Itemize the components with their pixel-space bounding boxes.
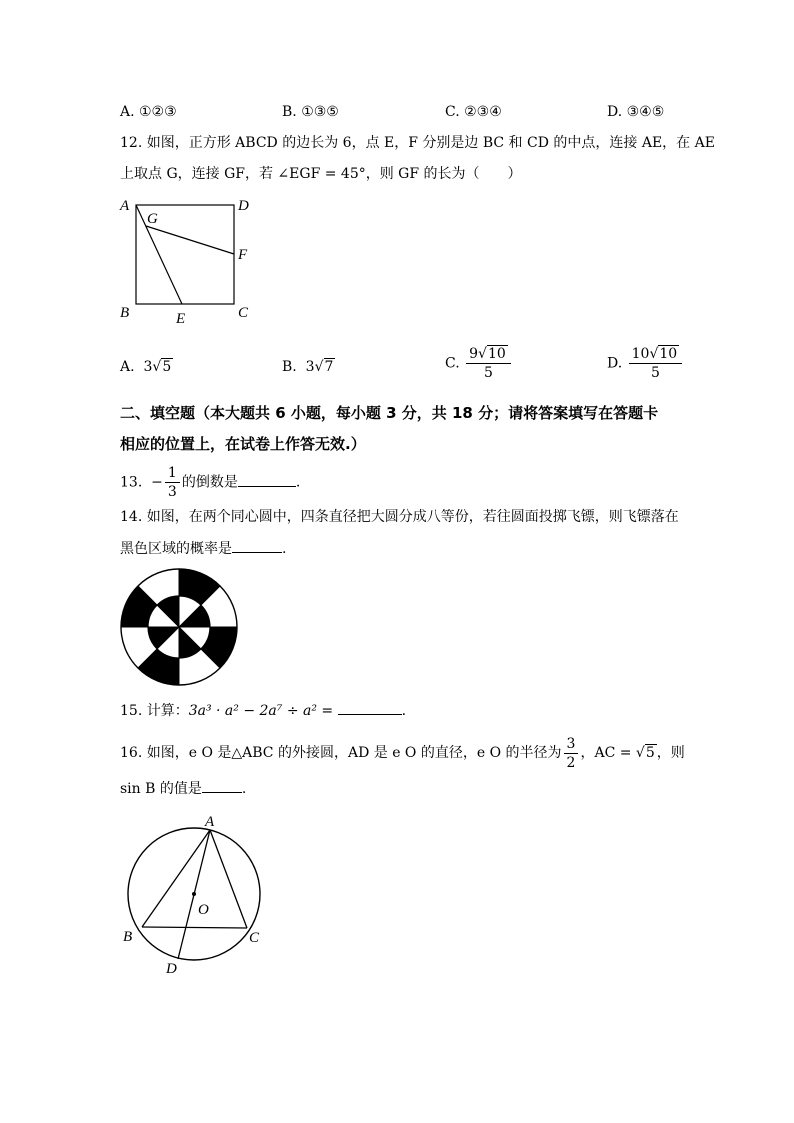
segment-gf: [146, 226, 234, 254]
q14-question-line2: 黑色区域的概率是 .: [120, 538, 286, 559]
q12-option-b: B. 3√7: [282, 359, 334, 375]
label-g: G: [147, 211, 158, 227]
q16-fraction: $\frac{3}{2}$: [564, 737, 579, 770]
q12-option-c: C. $\frac{9√10}{5}$: [445, 347, 513, 380]
q11-option-b: B. ①③⑤: [282, 104, 339, 120]
label-o: O: [198, 902, 209, 918]
label-b: B: [123, 929, 133, 945]
q13-answer-blank[interactable]: [238, 472, 296, 487]
q14-answer-blank[interactable]: [232, 538, 282, 553]
label-a: A: [205, 814, 215, 830]
option-d-fraction: $\frac{10√10}{5}$: [629, 347, 683, 380]
section-heading-line2: 相应的位置上，在试卷上作答无效.）: [120, 435, 366, 453]
q13-fraction: $\frac{1}{3}$: [165, 466, 180, 499]
label-c: C: [238, 305, 249, 321]
q12-question-line1: 12. 如图，正方形 ABCD 的边长为 6，点 E，F 分别是边 BC 和 CD 的中点，连接 AE，在 AE: [120, 135, 715, 151]
option-c-fraction: $\frac{9√10}{5}$: [466, 347, 511, 380]
q16-question-line1: 16. 如图，e O 是△ABC 的外接圆，AD 是 e O 的直径，e O 的半径为 $\frac{3}{2}$ ，AC = √5 ，则: [120, 735, 685, 771]
label-c: C: [249, 930, 260, 946]
q14-question-line1: 14. 如图，在两个同心圆中，四条直径把大圆分成八等份，若往圆面投掷飞镖，则飞镖落在: [120, 509, 679, 525]
q16-answer-blank[interactable]: [202, 778, 242, 793]
label-f: F: [238, 247, 248, 263]
label-e: E: [176, 311, 186, 327]
q12-question-line2: 上取点 G，连接 GF，若 ∠EGF = 45°，则 GF 的长为（ ）: [120, 166, 522, 182]
label-b: B: [120, 305, 130, 321]
q11-option-a: A. ①②③: [120, 104, 177, 120]
q12-option-d: D. $\frac{10√10}{5}$: [607, 347, 684, 380]
segment-bc: [142, 927, 247, 928]
q14-concentric-circles-figure: [118, 566, 242, 690]
q11-option-d: D. ③④⑤: [607, 104, 665, 120]
q11-option-c: C. ②③④: [445, 104, 502, 120]
q16-question-line2: sin B 的值是 .: [120, 778, 246, 799]
label-d: D: [166, 961, 177, 977]
segment-ac: [210, 830, 247, 928]
section-heading-line1: 二、填空题（本大题共 6 小题，每小题 3 分，共 18 分；请将答案填写在答题卡: [120, 404, 659, 422]
label-a: A: [120, 198, 130, 214]
label-d: D: [238, 198, 249, 214]
q13-question: 13. − $\frac{1}{3}$ 的倒数是 .: [120, 465, 301, 500]
q15-answer-blank[interactable]: [338, 700, 402, 715]
q16-circle-figure: [118, 810, 278, 980]
center-point: [192, 892, 196, 896]
q12-option-a: A. 3√5: [120, 359, 172, 375]
segment-ae: [136, 205, 182, 304]
q15-question: 15. 计算：3a³ · a² − 2a⁷ ÷ a² = .: [120, 700, 406, 721]
q12-square-figure: [112, 192, 262, 327]
